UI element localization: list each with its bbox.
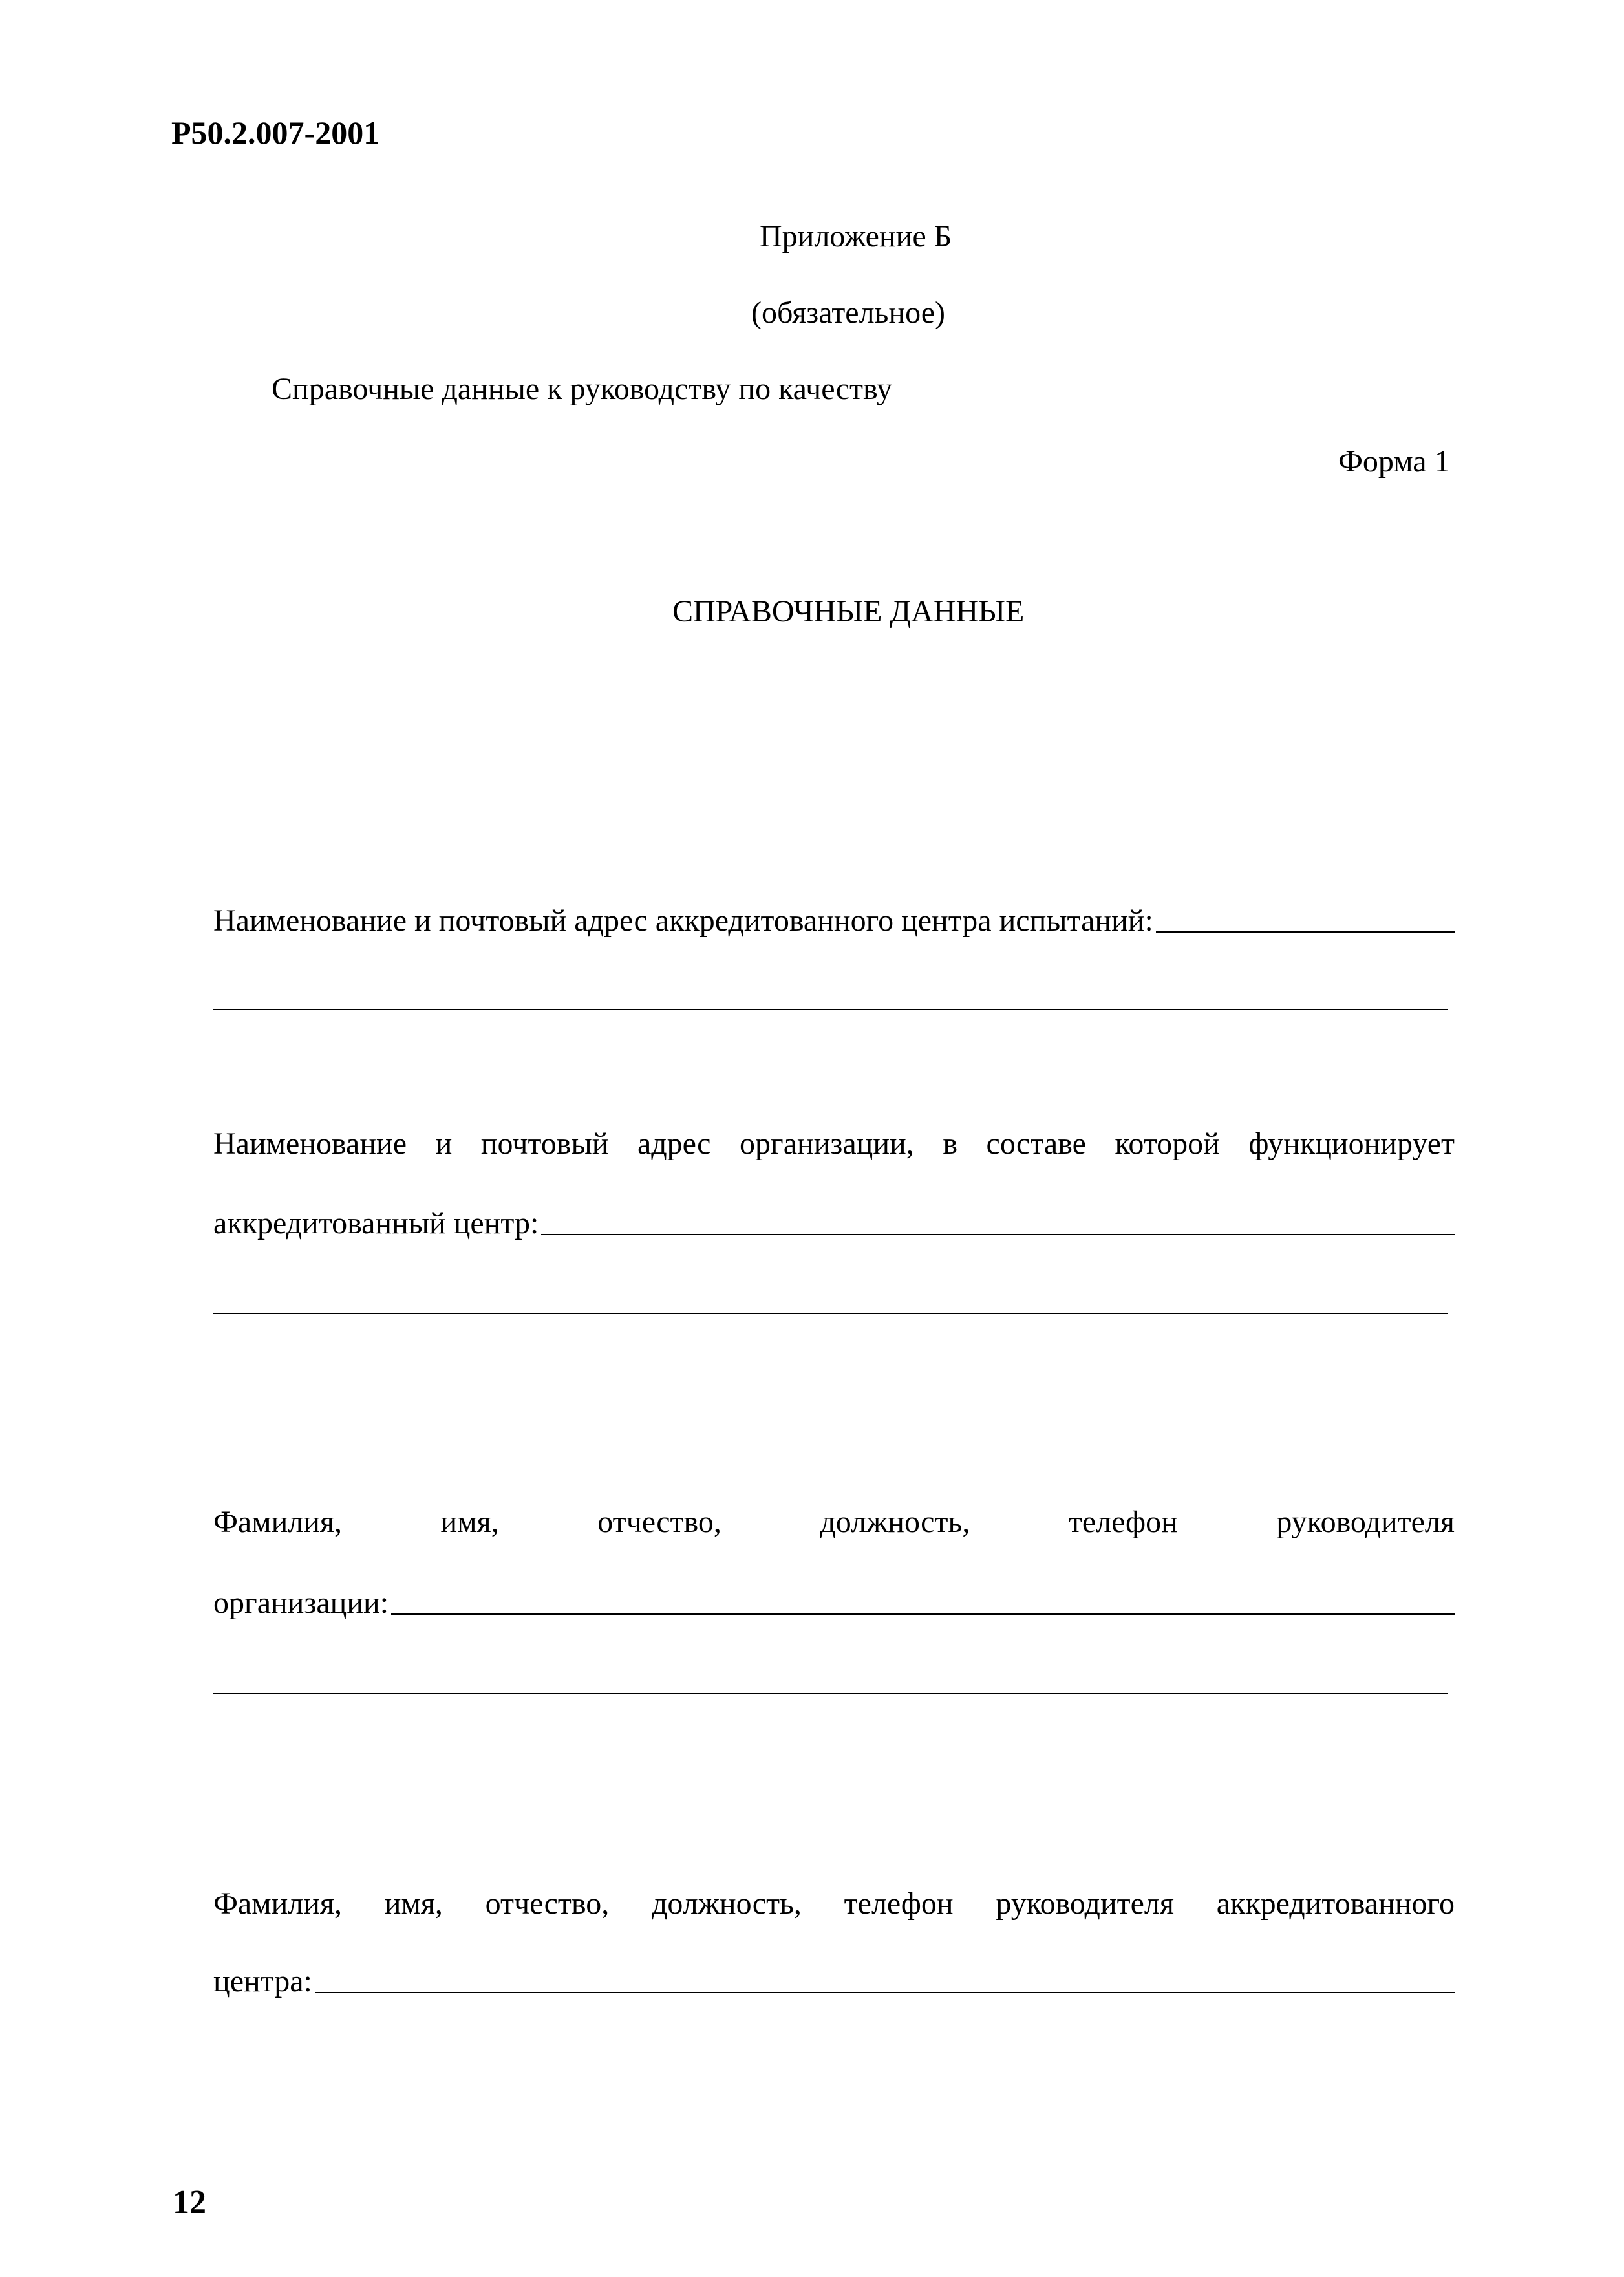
- org-head-row-2: [213, 1588, 1455, 1619]
- center-head-input-line[interactable]: [315, 1992, 1455, 1993]
- center-head-word: руководителя: [996, 1886, 1174, 1921]
- center-head-word: телефон: [844, 1886, 954, 1921]
- document-code: Р50.2.007-2001: [171, 114, 380, 151]
- appendix-status: (обязательное): [751, 296, 945, 330]
- org-name-row-2: [213, 1208, 1455, 1239]
- org-name-input-line-2[interactable]: [213, 1313, 1448, 1314]
- center-name-row: [213, 905, 1455, 936]
- org-name-word: которой: [1115, 1127, 1220, 1161]
- org-head-word: руководителя: [1276, 1505, 1455, 1539]
- org-name-word: организации,: [740, 1127, 914, 1161]
- org-head-word: должность,: [820, 1505, 970, 1539]
- org-name-word: адрес: [637, 1127, 711, 1161]
- center-head-word: аккредитованного: [1216, 1886, 1455, 1921]
- center-head-row-2: [213, 1966, 1455, 1997]
- center-head-word: должность,: [651, 1886, 802, 1921]
- center-name-label: Наименование и почтовый адрес аккредитованного центра испытаний:: [213, 903, 1153, 938]
- form-heading: СПРАВОЧНЫЕ ДАННЫЕ: [672, 594, 1025, 629]
- center-head-word: имя,: [384, 1886, 443, 1921]
- org-name-label-line2: аккредитованный центр:: [213, 1206, 539, 1240]
- org-name-word: функционирует: [1248, 1127, 1455, 1161]
- org-name-word: в: [943, 1127, 957, 1161]
- org-head-word: Фамилия,: [213, 1505, 343, 1539]
- org-head-input-line[interactable]: [391, 1613, 1455, 1615]
- org-head-word: телефон: [1068, 1505, 1178, 1539]
- org-head-row: [213, 1507, 1455, 1538]
- org-name-word: составе: [986, 1127, 1086, 1161]
- center-name-input-line-2[interactable]: [213, 1009, 1448, 1010]
- org-name-row: [213, 1128, 1455, 1160]
- form-number: Форма 1: [1338, 444, 1450, 479]
- center-head-word: отчество,: [485, 1886, 610, 1921]
- org-head-word: отчество,: [597, 1505, 721, 1539]
- org-name-word: Наименование: [213, 1127, 407, 1161]
- center-head-word: Фамилия,: [213, 1886, 343, 1921]
- center-name-input-line[interactable]: [1156, 931, 1455, 933]
- org-head-input-line-2[interactable]: [213, 1693, 1448, 1694]
- org-head-label-line2: организации:: [213, 1586, 389, 1620]
- org-name-word: почтовый: [480, 1127, 609, 1161]
- org-name-word: и: [435, 1127, 453, 1161]
- center-head-row: [213, 1888, 1455, 1919]
- center-head-label-line2: центра:: [213, 1964, 312, 1998]
- page-number: 12: [173, 2184, 206, 2221]
- org-name-input-line[interactable]: [541, 1234, 1455, 1235]
- org-head-word: имя,: [440, 1505, 499, 1539]
- appendix-title: Приложение Б: [760, 219, 952, 254]
- appendix-subtitle: Справочные данные к руководству по качеству: [272, 372, 892, 406]
